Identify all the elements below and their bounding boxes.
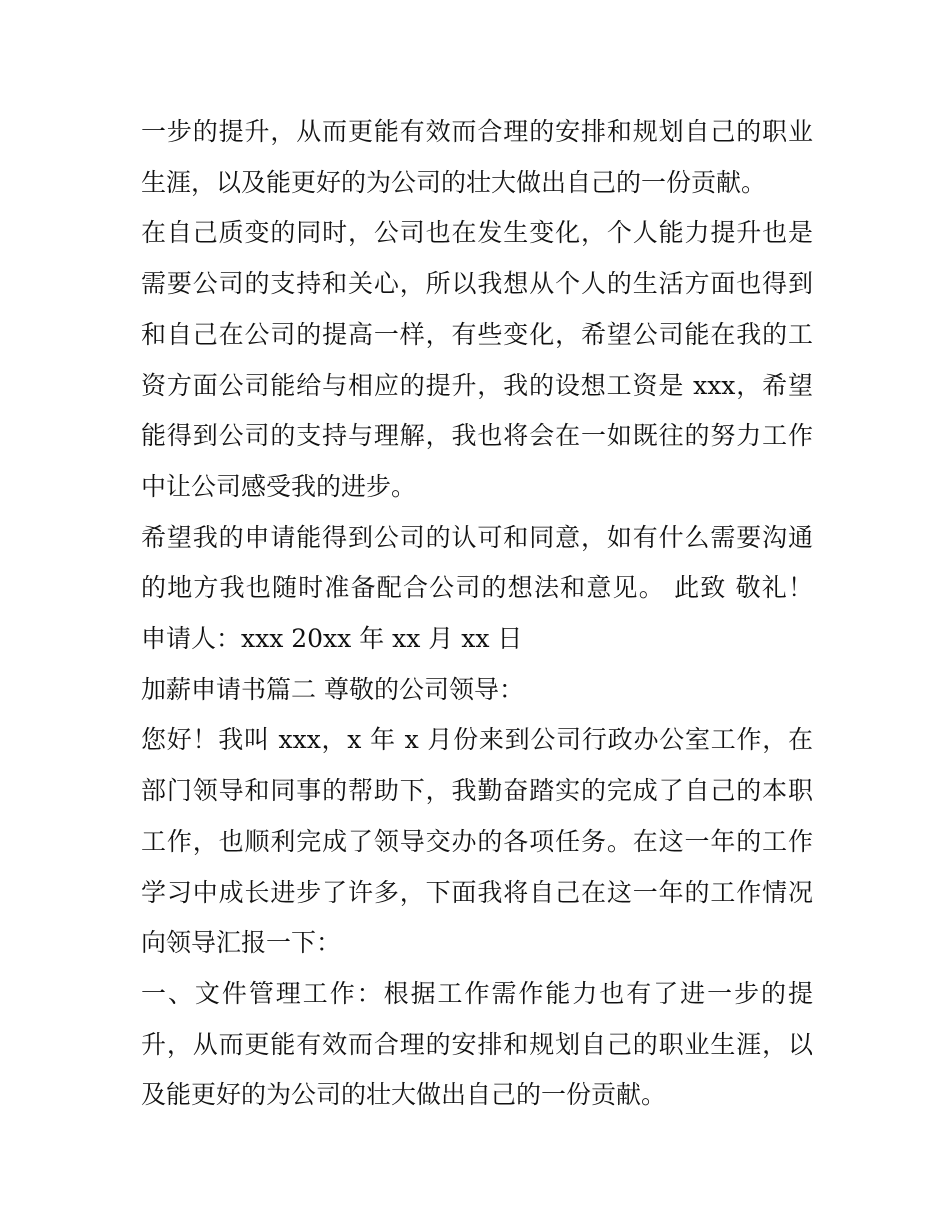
paragraph-introduction: 您好！我叫 xxx，x 年 x 月份来到公司行政办公室工作，在部门领导和同事的帮助下，我勤奋踏实的完成了自己的本职工作，也顺利完成了领导交办的各项任务。在这一年的工作学习中成长进步了许多，下面我将自己在这一年的工作情况向领导汇报一下： bbox=[141, 725, 813, 958]
paragraph-section-heading: 加薪申请书篇二 尊敬的公司领导： bbox=[141, 674, 524, 704]
paragraph-salary-request: 在自己质变的同时，公司也在发生变化，个人能力提升也是需要公司的支持和关心，所以我想从个人的生活方面也得到和自己在公司的提高一样，有些变化，希望公司能在我的工资方面公司能给与相应的提升，我的设想工资是 xxx，希望能得到公司的支持与理解，我也将会在一如既往的努力工作中让公司感受我的进步。 bbox=[141, 218, 813, 501]
paragraph-closing: 希望我的申请能得到公司的认可和同意，如有什么需要沟通的地方我也随时准备配合公司的想法和意见。 此致 敬礼！ 申请人：xxx 20xx 年 xx 月 xx 日 bbox=[141, 522, 813, 654]
paragraph-career-plan: 一步的提升，从而更能有效而合理的安排和规划自己的职业生涯，以及能更好的为公司的壮大做出自己的一份贡献。 bbox=[141, 117, 813, 197]
paragraph-file-management: 一、文件管理工作：根据工作需作能力也有了进一步的提升，从而更能有效而合理的安排和规划自己的职业生涯，以及能更好的为公司的壮大做出自己的一份贡献。 bbox=[141, 978, 813, 1110]
document-body bbox=[141, 107, 813, 1121]
